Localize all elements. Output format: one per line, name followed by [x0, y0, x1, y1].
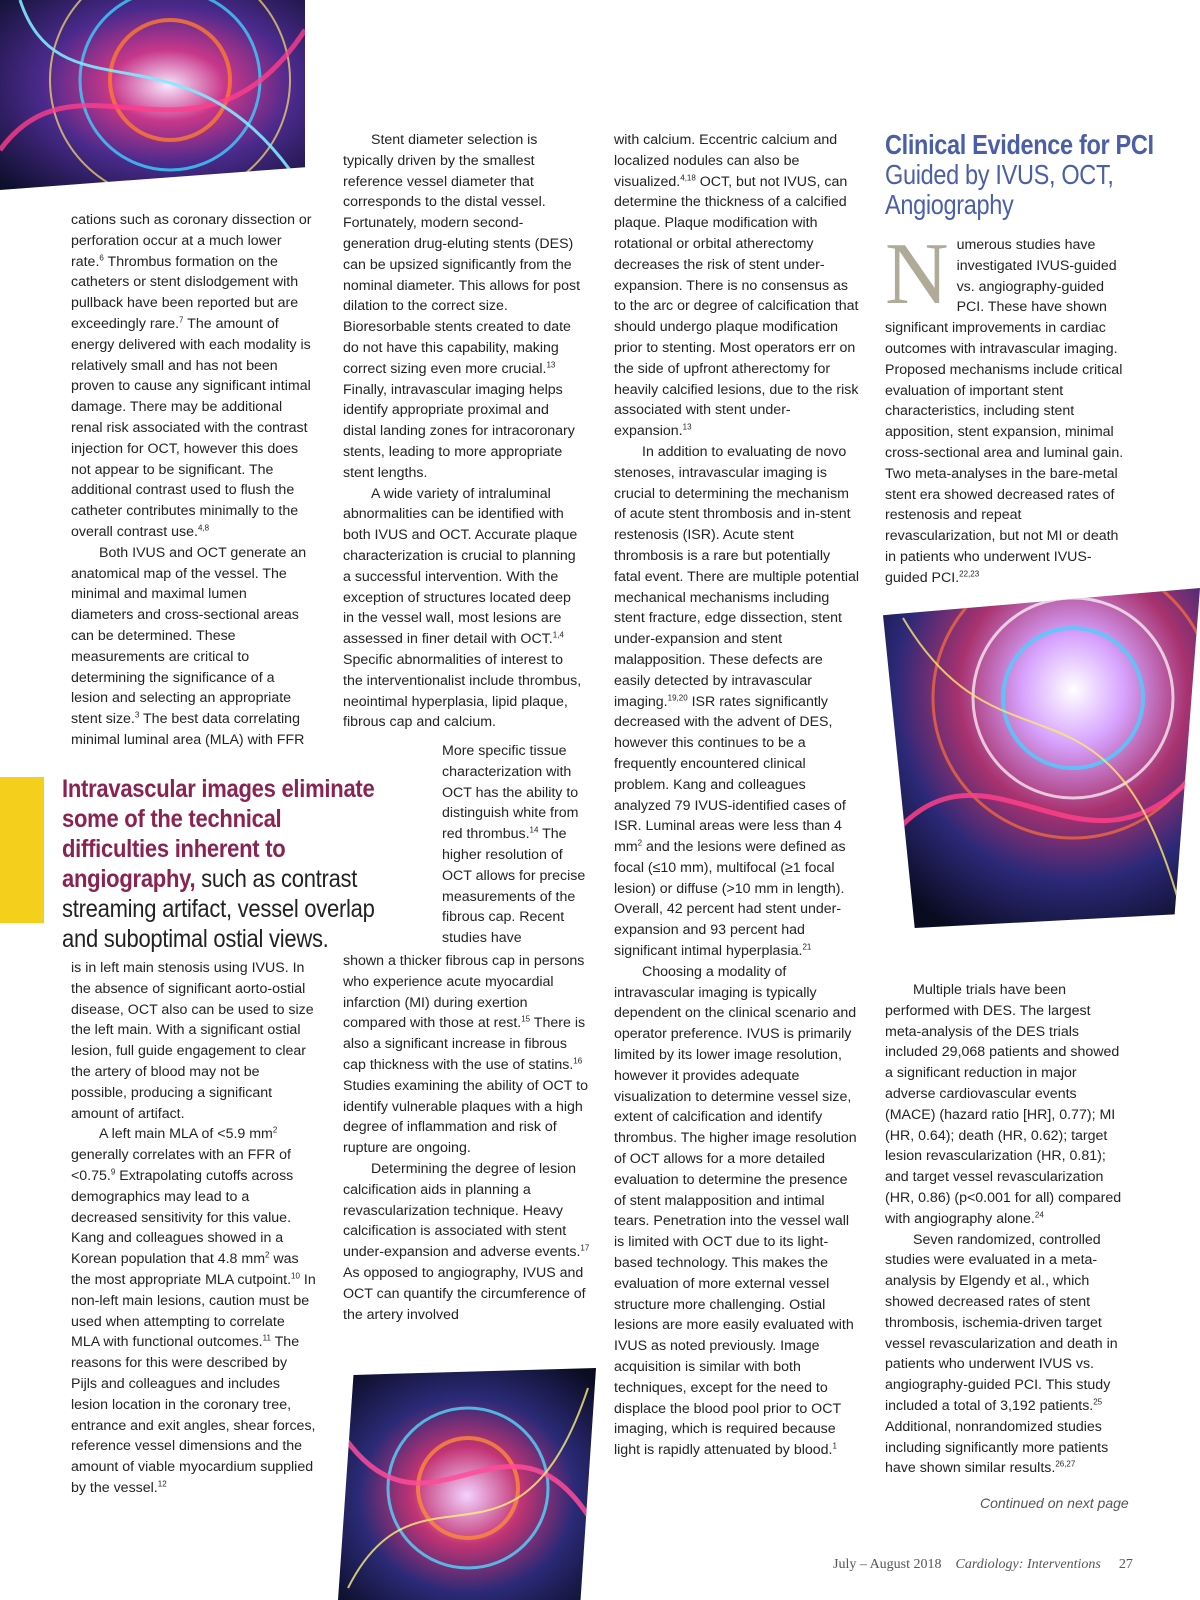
paragraph: Multiple trials have been performed with DES. The largest meta-analysis of the DES trials included 29,068 patients and showed a significant reduction in major adverse cardiovascular events (MACE) (hazard ratio [HR], 0.77); MI (HR, 0.64); death (HR, 0.62); target lesion revascularization (HR, 0.81); and target vessel revascularization (HR, 0.86) (p<0.001 for all) compared with angiography alone.$^{24}$ — [885, 982, 1122, 1227]
paragraph: with calcium. Eccentric calcium and localized nodules can also be visualized.$^{4,18}$ OCT, but not IVUS, can determine the thickness of a calcified plaque. Plaque modification with rotational or orbital atherectomy decreases the risk of stent under-expansion. There is no consensus as to the arc or degree of calcification that should undergo plaque modification prior to stenting. Most operators err on the side of upfront atherectomy for heavily calcified lesions, due to the risk associated with stent under-expansion.$^{13}$ — [614, 132, 859, 440]
paragraph: Stent diameter selection is typically driven by the smallest reference vessel diameter that corresponds to the distal vessel. Fortunately, modern second-generation drug-eluting stents (DES) can be upsized significantly from the nominal diameter. This allows for post dilation to the correct size. Bioresorbable stents created to date do not have this capability, making correct sizing even more crucial.$^{13}$ Finally, intravascular imaging helps identify appropriate proximal and distal landing zones for intracoronary stents, leading to more appropriate stent lengths. — [343, 132, 581, 481]
issue-date: July – August 2018 — [833, 1557, 942, 1572]
abstract-art-top-left — [0, 0, 305, 190]
abstract-art-right — [883, 588, 1200, 928]
paragraph: Seven randomized, controlled studies were evaluated in a meta-analysis by Elgendy et al., which showed decreased rates of stent thrombosis, ischemia-driven target vessel revascularization and death in patients who underwent IVUS vs. angiography-guided PCI. This study included a total of 3,192 patients.$^{25}$ Additional, nonrandomized studies including significantly more patients have shown similar results.$^{26,27}$ — [885, 1231, 1118, 1477]
column-2-bottom — [343, 951, 591, 1325]
page-number: 27 — [1118, 1557, 1133, 1572]
column-2-narrow — [442, 741, 592, 949]
pull-quote: Intravascular images eliminate some of the technical difficulties inherent to angiography, such as contrast streaming artifact, vessel overlap and suboptimal ostial views. — [62, 775, 375, 953]
paragraph: shown a thicker fibrous cap in persons who experience acute myocardial infarction (MI) during exertion compared with those at rest.$^{15}$ There is also a significant increase in fibrous cap thickness with the use of statins.$^{16}$ Studies examining the ability of OCT to identify vulnerable plaques with a high degree of inflammation and risk of rupture are ongoing. — [343, 953, 588, 1157]
paragraph: is in left main stenosis using IVUS. In the absence of significant aorto-ostial disease, OCT also can be used to size the left main. With a significant ostial lesion, full guide engagement to clear the artery of blood may not be possible, producing a significant amount of artifact. — [71, 960, 314, 1122]
drop-cap: N — [885, 226, 949, 323]
column-2-top — [343, 130, 585, 733]
paragraph: Both IVUS and OCT generate an anatomical map of the vessel. The minimal and maximal lumen diameters and cross-sectional areas can be determined. These measurements are critical to determining the significance of a lesion and selecting an appropriate stent size.$^3$ The best data correlating minimal luminal area (MLA) with FFR — [71, 544, 307, 748]
paragraph: A wide variety of intraluminal abnormalities can be identified with both IVUS and OCT. Accurate plaque characterization is crucial to planning a successful intervention. With the exception of structures located deep in the vessel wall, most lesions are assessed in finer detail with OCT.$^{1,4}$ Specific abnormalities of interest to the interventionalist include thrombus, neointimal hyperplasia, lipid plaque, fibrous cap and calcium. — [343, 485, 582, 731]
column-1-top — [71, 210, 313, 751]
paragraph: A left main MLA of <5.9 $mm^2$ generally correlates with an FFR of <0.75.$^9$ Extrapolating cutoffs across demographics may lead to a decreased sensitivity for this value. Kang and colleagues showed in a Korean population that 4.8 $mm^2$ was the most appropriate MLA cutpoint.$^{10}$ In non-left main lesions, caution must be used when attempting to correlate MLA with functional outcomes.$^{11}$ The reasons for this were described by Pijls and colleagues and includes lesion location in the coronary tree, entrance and exit angles, shear forces, reference vessel dimensions and the amount of viable myocardium supplied by the vessel.$^{12}$ — [71, 1125, 316, 1496]
column-4-top — [885, 226, 1130, 589]
accent-bar — [0, 777, 44, 923]
magazine-name: Cardiology: Interventions — [955, 1557, 1101, 1572]
paragraph: Determining the degree of lesion calcification aids in planning a revascularization technique. Heavy calcification is associated with stent under-expansion and adverse events.$^{17}$ As opposed to angiography, IVUS and OCT can quantify the circumference of the artery involved — [343, 1160, 590, 1323]
column-3 — [614, 130, 859, 1461]
column-4-bottom — [885, 980, 1130, 1479]
page-footer — [833, 1557, 1133, 1573]
continued-note: Continued on next page — [980, 1495, 1129, 1511]
section-heading: Clinical Evidence for PCI Guided by IVUS, OCT, Angiography — [885, 129, 1154, 220]
paragraph: cations such as coronary dissection or perforation occur at a much lower rate.$^6$ Thrombus formation on the catheters or stent dislodgement with pullback have been reported but are exceedingly rare.$^7$ The amount of energy delivered with each modality is relatively small and has not been proven to cause any significant intimal damage. There may be additional renal risk associated with the contrast injection for OCT, however this does not appear to be significant. The additional contrast used to flush the catheter contributes minimally to the overall contrast use.$^{4,8}$ — [71, 212, 312, 540]
paragraph: Numerous studies have investigated IVUS-guided vs. angiography-guided PCI. These have shown significant improvements in cardiac outcomes with intravascular imaging. Proposed mechanisms include critical evaluation of important stent characteristics, including stent apposition, stent expansion, minimal cross-sectional area and luminal gain. Two meta-analyses in the bare-metal stent era showed decreased rates of restenosis and repeat revascularization, but not MI or death in patients who underwent IVUS-guided PCI.$^{22,23}$ — [885, 226, 1124, 586]
paragraph: Choosing a modality of intravascular imaging is typically dependent on the clinical scenario and operator preference. IVUS is primarily limited by its lower image resolution, however it provides adequate visualization to determine vessel size, extent of calcification and identify thrombus. The higher image resolution of OCT allows for a more detailed evaluation to determine the presence of stent malapposition and intimal tears. Penetration into the vessel wall is limited with OCT due to its light-based technology. This makes the evaluation of more external vessel structure more challenging. Ostial lesions are more easily evaluated with IVUS as noted previously. Image acquisition is similar with both techniques, except for the need to displace the blood pool prior to OCT imaging, which is required because light is rapidly attenuated by blood.$^1$ — [614, 963, 857, 1459]
abstract-art-bottom-center — [338, 1368, 596, 1600]
column-1-bottom — [71, 958, 316, 1499]
paragraph: In addition to evaluating de novo stenoses, intravascular imaging is crucial to determining the mechanism of acute stent thrombosis and in-stent restenosis (ISR). Acute stent thrombosis is a rare but potentially fatal event. There are multiple potential mechanical mechanisms including stent fracture, edge dissection, stent under-expansion and stent malapposition. These defects are easily detected by intravascular imaging.$^{19,20}$ ISR rates significantly decreased with the advent of DES, however this continues to be a frequently encountered clinical problem. Kang and colleagues analyzed 79 IVUS-identified cases of ISR. Luminal areas were less than 4 $mm^2$ and the lesions were defined as focal (≤10 mm), multifocal (≥1 focal lesion) or diffuse (>10 mm in length). Overall, 42 percent had stent under-expansion and 93 percent had significant intimal hyperplasia.$^{21}$ — [614, 443, 860, 960]
paragraph: More specific tissue characterization with OCT has the ability to distinguish white from red thrombus.$^{14}$ The higher resolution of OCT allows for precise measurements of the fibrous cap. Recent studies have — [442, 743, 586, 947]
